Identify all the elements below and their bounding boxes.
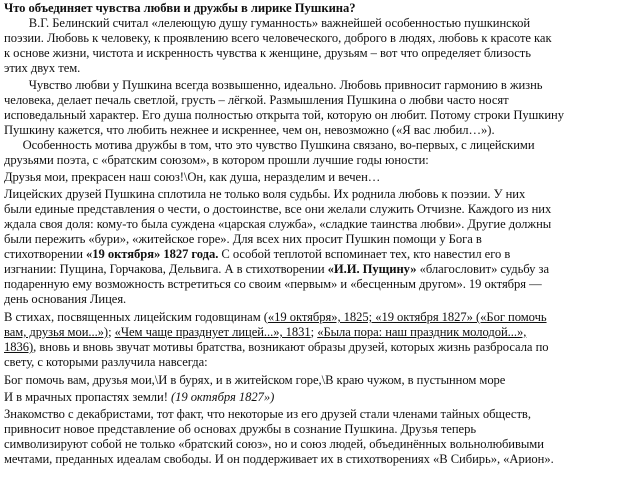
text-line: [4, 340, 634, 355]
paragraph-anniversaries: [4, 310, 634, 370]
poem-link[interactable]: вам, друзья мои...»): [4, 325, 109, 339]
text-span: И в мрачных пропастях земли!: [4, 390, 171, 404]
text-line: Лицейских друзей Пушкина сплотила не только воля судьбы. Их роднила любовь к поэзии. У них: [4, 187, 526, 201]
poem-title-bold: «И.И. Пущину»: [327, 262, 417, 276]
text-span: «благословит» судьбу за: [416, 262, 549, 276]
poem-link[interactable]: 1836): [4, 340, 34, 354]
text-line: [4, 325, 634, 340]
poem-quote: Бог помочь вам, друзья мои,\И в бурях, и в житейском горе,\В краю чужом, в пустынном море: [4, 373, 506, 387]
text-span: , вновь и вновь звучат мотивы братства, возникают образы друзей, которых жизнь разбросала по: [33, 340, 549, 354]
text-line: Пушкину кажется, что любить нежнее и искреннее, чем он, невозможно («Я вас любил…»).: [4, 123, 495, 137]
text-line: [4, 262, 634, 277]
text-line: день основания Лицея.: [4, 292, 127, 306]
paragraph-love: [4, 78, 634, 138]
text-span: ;: [108, 325, 115, 339]
text-line: ждала своя доля: кому-то была суждена «царская служба», «сладкие таинства любви». Другие должны: [4, 217, 552, 231]
page-title: Что объединяет чувства любви и дружбы в лирике Пушкина?: [4, 1, 356, 15]
paragraph-belinsky: [4, 16, 634, 76]
text-line: друзьями поэта, с «братским союзом», в котором прошли лучшие годы юности:: [4, 153, 429, 167]
text-line: были пережить «бури», «житейское горе». Для всех них просит Пушкин помощи у Бога в: [4, 232, 482, 246]
text-line: привносит новое представление об основах дружбы в сознание Пушкина. Друзья теперь: [4, 422, 477, 436]
text-span: изгнании: Пущина, Горчакова, Дельвига. А в стихотворении: [4, 262, 328, 276]
text-line: этих двух тем.: [4, 61, 81, 75]
poem-quote: [4, 390, 634, 405]
text-line: к основе жизни, чистота и искренность чувства к женщине, друзьям – вот что определяет близость: [4, 46, 531, 60]
poem-quote: Друзья мои, прекрасен наш союз!\Он, как душа, неразделим и вечен…: [4, 170, 381, 184]
paragraph-decembrists: [4, 407, 634, 467]
poem-link[interactable]: «Была пора: наш праздник молодой...»,: [317, 325, 527, 339]
text-line: [4, 310, 634, 325]
text-span: стихотворении: [4, 247, 86, 261]
text-line: были единые представления о чести, о достоинстве, все они желали служить Отчизне. Каждого из них: [4, 202, 552, 216]
text-span: В стихах, посвященных лицейским годовщинам (: [4, 310, 268, 324]
text-line: человека, делает печаль светлой, грусть – лёгкой. Размышления Пушкина о любви часто носят: [4, 93, 509, 107]
text-line: подаренную ему возможность встретиться со своим «первым» и «бесценным другом». 19 октября —: [4, 277, 542, 291]
text-line: символизируют собой не только «братский союз», но и союз людей, объединённых вольнолюбивыми: [4, 437, 544, 451]
text-span: ;: [310, 325, 318, 339]
text-line: мечтами, преданных идеалам свободы. И он поддерживает их в стихотворениях «В Сибирь», «Арион».: [4, 452, 554, 466]
text-line: Знакомство с декабристами, тот факт, что некоторые из его друзей стали членами тайных обществ,: [4, 407, 531, 421]
document-body: [4, 1, 634, 467]
paragraph-lyceum-friends: [4, 187, 634, 307]
poem-link[interactable]: «19 октября», 1825; «19 октября 1827» («Бог помочь: [267, 310, 547, 324]
text-line: Чувство любви у Пушкина всегда возвышенно, идеально. Любовь привносит гармонию в жизнь: [4, 78, 543, 92]
paragraph-friendship: [4, 138, 634, 168]
text-line: исповедальный характер. Его душа полностью открыта той, которую он любит. Потому строки Пушкину: [4, 108, 564, 122]
poem-link[interactable]: «Чем чаще празднует лицей...», 1831: [114, 325, 311, 339]
text-line: свету, с которыми разлучила навсегда:: [4, 355, 208, 369]
text-line: поэзии. Любовь к человеку, к проявлению всего человеческого, доброго в людях, любовь к красоте как: [4, 31, 552, 45]
text-span: С особой теплотой вспоминает тех, кто навестил его в: [218, 247, 511, 261]
poem-title-bold: «19 октября» 1827 года.: [86, 247, 219, 261]
poem-citation: (19 октября 1827»): [170, 390, 275, 404]
text-line: [4, 247, 634, 262]
text-line: В.Г. Белинский считал «лелеющую душу гуманность» важнейшей особенностью пушкинской: [4, 16, 531, 30]
text-line: Особенность мотива дружбы в том, что это чувство Пушкина связано, во-первых, с лицейскими: [4, 138, 535, 152]
